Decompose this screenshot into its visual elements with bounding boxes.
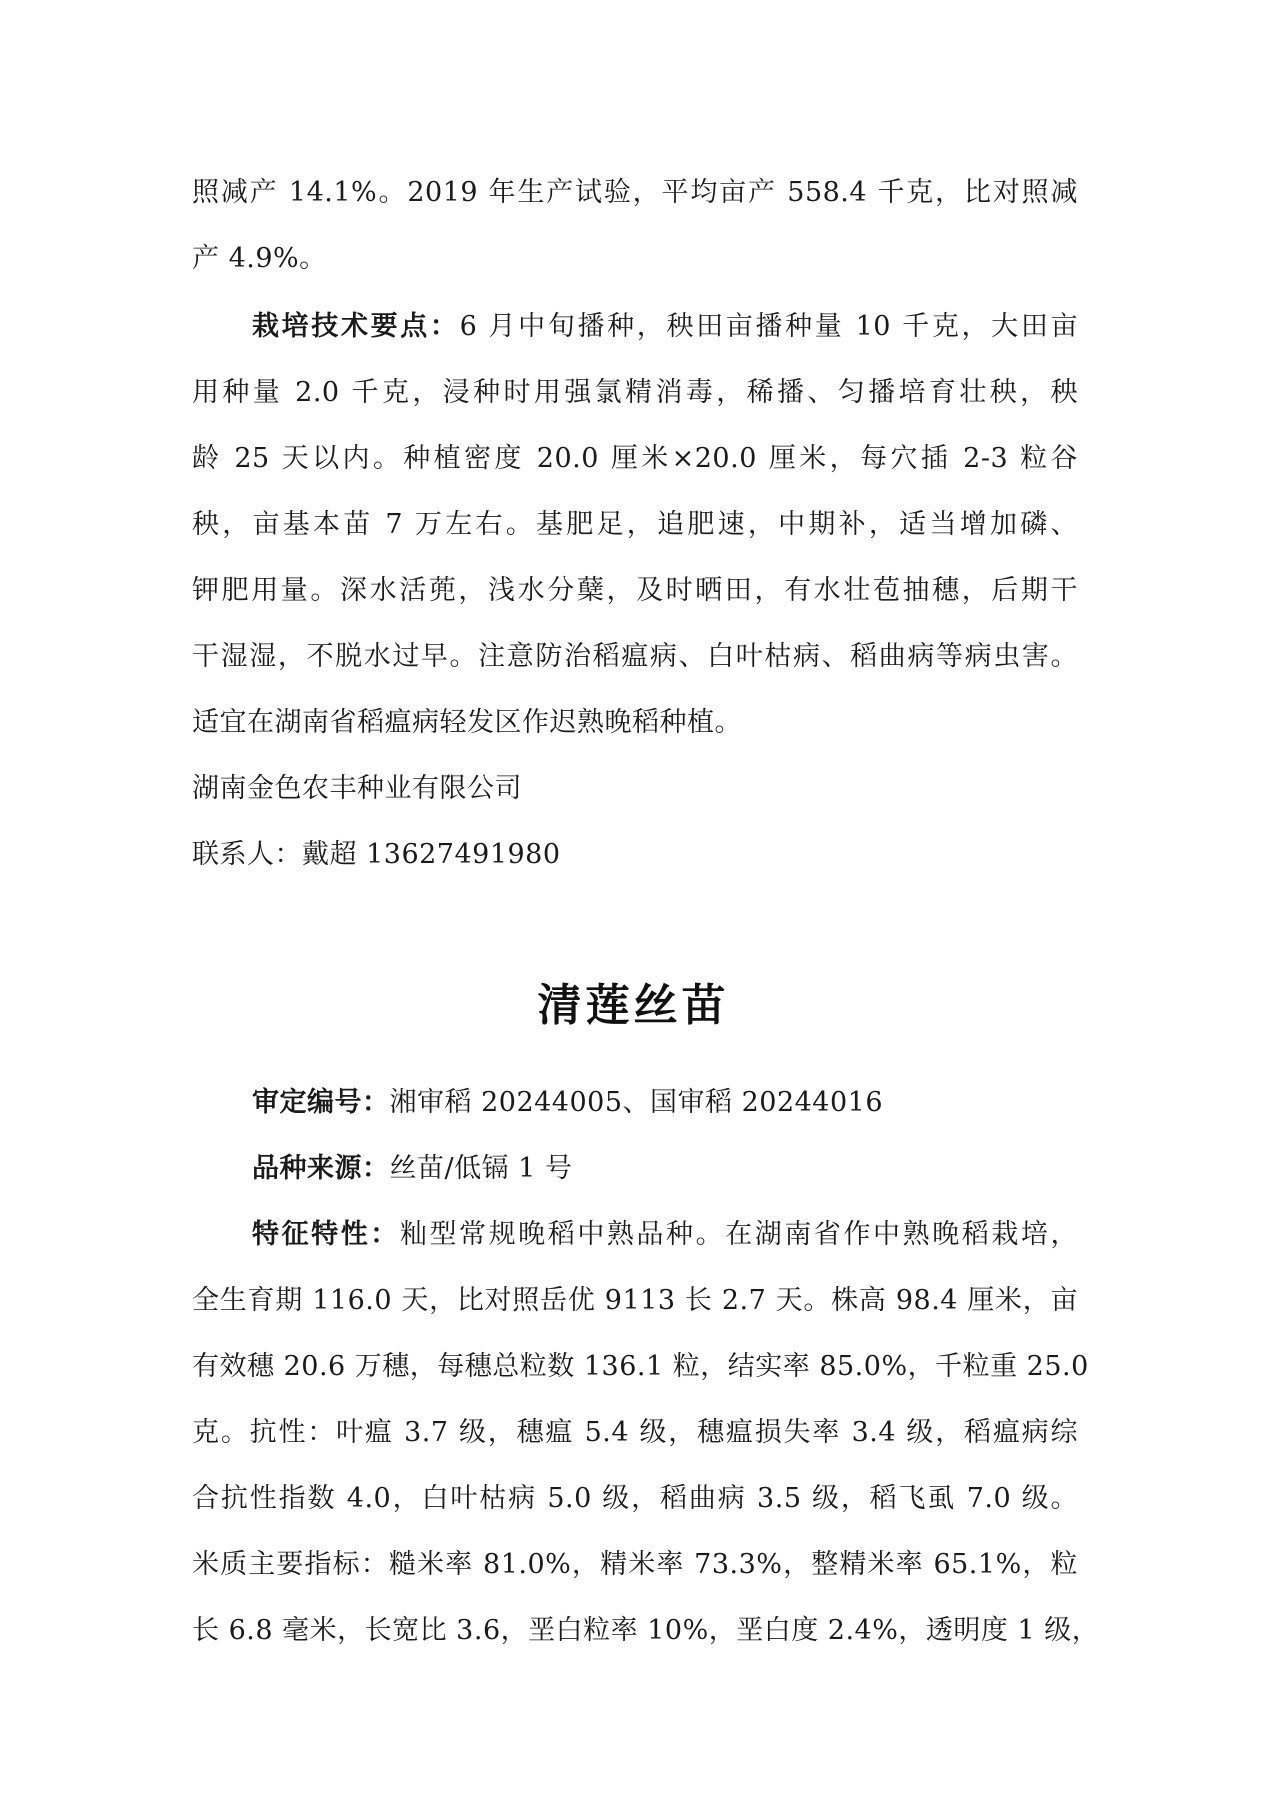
cultivation-label: 栽培技术要点：	[252, 311, 460, 342]
cultivation-line-4: 秧，亩基本苗 7 万左右。基肥足，追肥速，中期补，适当增加磷、	[192, 509, 1078, 540]
variety-title: 清莲丝苗	[537, 980, 730, 1031]
source-value: 丝苗/低镉 1 号	[389, 1153, 573, 1184]
traits-line-5: 合抗性指数 4.0，白叶枯病 5.0 级，稻曲病 3.5 级，稻飞虱 7.0 级。	[192, 1483, 1078, 1514]
source-line	[192, 1152, 572, 1186]
cultivation-line-7: 适宜在湖南省稻瘟病轻发区作迟熟晚稻种植。	[192, 707, 742, 738]
intro-line-2: 产 4.9%。	[192, 243, 327, 274]
traits-text-1: 籼型常规晚稻中熟品种。在湖南省作中熟晚稻栽培，	[399, 1219, 1079, 1250]
traits-line-3: 有效穗 20.6 万穗，每穗总粒数 136.1 粒，结实率 85.0%，千粒重 25.0	[192, 1351, 1089, 1382]
source-label: 品种来源：	[252, 1153, 390, 1184]
traits-line-7: 长 6.8 毫米，长宽比 3.6，垩白粒率 10%，垩白度 2.4%，透明度 1 级，	[192, 1615, 1100, 1646]
cultivation-line-2: 用种量 2.0 千克，浸种时用强氯精消毒，稀播、匀播培育壮秧，秧	[192, 377, 1078, 408]
approval-value: 湘审稻 20244005、国审稻 20244016	[389, 1087, 884, 1118]
traits-label: 特征特性：	[252, 1219, 400, 1250]
cultivation-line-5: 钾肥用量。深水活蔸，浅水分蘖，及时晒田，有水壮苞抽穗，后期干	[192, 575, 1078, 606]
company-contact: 联系人：戴超 13627491980	[192, 839, 561, 870]
traits-line-4: 克。抗性：叶瘟 3.7 级，穗瘟 5.4 级，穗瘟损失率 3.4 级，稻瘟病综	[192, 1417, 1078, 1448]
company-name: 湖南金色农丰种业有限公司	[192, 773, 522, 804]
traits-line-6: 米质主要指标：糙米率 81.0%，精米率 73.3%，整精米率 65.1%，粒	[192, 1549, 1078, 1580]
approval-label: 审定编号：	[252, 1087, 390, 1118]
intro-line-1: 照减产 14.1%。2019 年生产试验，平均亩产 558.4 千克，比对照减	[192, 177, 1078, 208]
traits-line-1	[192, 1218, 1078, 1252]
cultivation-line-1	[192, 310, 1078, 344]
approval-line	[192, 1086, 883, 1120]
cultivation-text-1: 6 月中旬播种，秧田亩播种量 10 千克，大田亩	[459, 311, 1078, 342]
cultivation-line-6: 干湿湿，不脱水过早。注意防治稻瘟病、白叶枯病、稻曲病等病虫害。	[192, 641, 1078, 672]
cultivation-line-3: 龄 25 天以内。种植密度 20.0 厘米×20.0 厘米，每穴插 2-3 粒谷	[192, 443, 1078, 474]
traits-line-2: 全生育期 116.0 天，比对照岳优 9113 长 2.7 天。株高 98.4 厘米，亩	[192, 1285, 1078, 1316]
